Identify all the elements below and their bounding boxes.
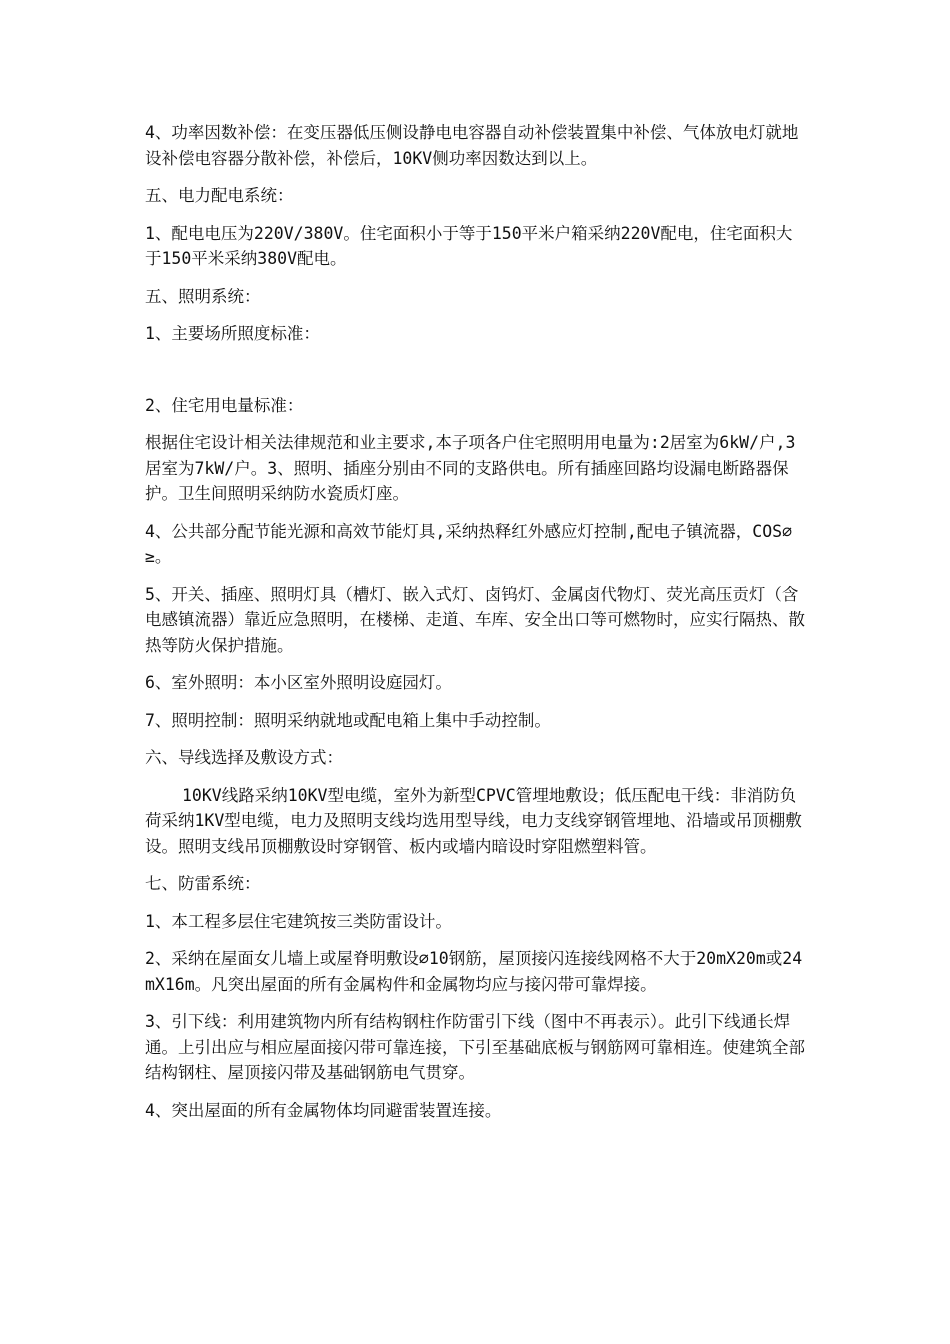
heading-power-distribution: 五、电力配电系统： (145, 186, 294, 205)
paragraph-public-lighting: 4、公共部分配节能光源和高效节能灯具,采纳热释红外感应灯控制,配电子镇流器，COS∅≥。 (145, 521, 793, 566)
paragraph-down-conductor: 3、引下线：利用建筑物内所有结构钢柱作防雷引下线（图中不再表示）。此引下线通长焊通。上引出应与相应屋面接闪带可靠连接，下引至基础底板与钢筋网可靠相连。使建筑全部结构钢柱、屋顶接闪带及基础钢筋电气贯穿。 (145, 1012, 805, 1082)
paragraph-illuminance-standard: 1、主要场所照度标准： (145, 324, 320, 343)
paragraph-lighting-control: 7、照明控制：照明采纳就地或配电箱上集中手动控制。 (145, 710, 551, 730)
paragraph-air-terminal: 2、采纳在屋面女儿墙上或屋脊明敷设∅10钢筋，屋顶接闪连接线网格不大于20mX20m或24mX16m。凡突出屋面的所有金属构件和金属物均应与接闪带可靠焊接。 (145, 949, 803, 994)
paragraph-load-details: 根据住宅设计相关法律规范和业主要求,本子项各户住宅照明用电量为:2居室为6kW/户,3居室为7kW/户。3、照明、插座分别由不同的支路供电。所有插座回路均设漏电断路器保护。卫生间照明采纳防水瓷质灯座。 (145, 433, 796, 503)
heading-lightning-protection: 七、防雷系统： (145, 874, 261, 893)
blank-gap (145, 359, 805, 393)
paragraph-wiring-details: 10KV线路采纳10KV型电缆，室外为新型CPVC管埋地敷设；低压配电干线：非消防负荷采纳1KV型电缆，电力及照明支线均选用型导线，电力支线穿钢管埋地、沿墙或吊顶棚敷设。照明支线吊顶棚敷设时穿钢管、板内或墙内暗设时穿阻燃塑料管。 (145, 785, 802, 856)
paragraph-lightning-class: 1、本工程多层住宅建筑按三类防雷设计。 (145, 911, 452, 931)
paragraph-residential-load: 2、住宅用电量标准： (145, 395, 304, 415)
document-page (145, 120, 805, 1135)
paragraph-outdoor-lighting: 6、室外照明：本小区室外照明设庭园灯。 (145, 673, 452, 692)
paragraph-metal-bonding: 4、突出屋面的所有金属物体均同避雷装置连接。 (145, 1100, 502, 1120)
paragraph-power-factor: 4、功率因数补偿：在变压器低压侧设静电电容器自动补偿装置集中补偿、气体放电灯就地设补偿电容器分散补偿，补偿后，10KV侧功率因数达到以上。 (145, 123, 799, 168)
paragraph-fixtures: 5、开关、插座、照明灯具（槽灯、嵌入式灯、卤钨灯、金属卤代物灯、荧光高压贡灯（含电感镇流器）靠近应急照明，在楼梯、走道、车库、安全出口等可燃物时，应实行隔热、散热等防火保护措施。 (145, 584, 805, 655)
paragraph-distribution-voltage: 1、配电电压为220V/380V。住宅面积小于等于150平米户箱采纳220V配电，住宅面积大于150平米采纳380V配电。 (145, 223, 793, 268)
heading-lighting-system: 五、照明系统： (145, 286, 261, 306)
heading-wiring: 六、导线选择及敷设方式： (145, 748, 343, 767)
